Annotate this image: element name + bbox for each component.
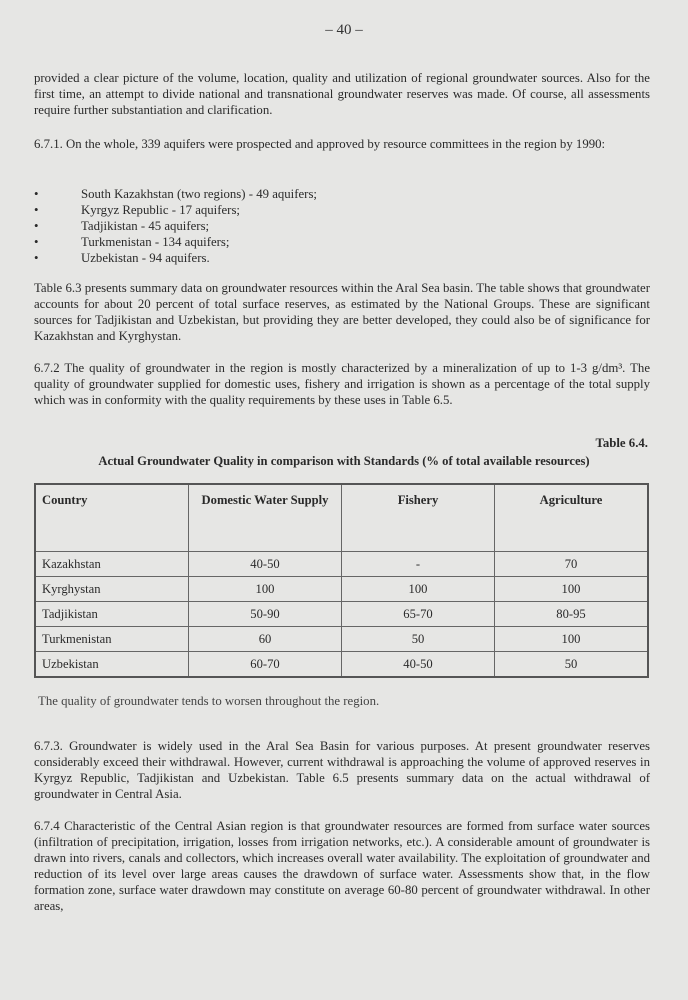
page-number: – 40 – — [325, 22, 363, 38]
cell-domestic: 60-70 — [189, 652, 342, 678]
list-item-text: Uzbekistan - 94 aquifers. — [81, 251, 210, 265]
header-domestic: Domestic Water Supply — [189, 484, 342, 552]
cell-domestic: 40-50 — [189, 552, 342, 577]
bullet: • — [34, 251, 39, 265]
groundwater-quality-table — [34, 483, 649, 678]
cell-fishery: - — [342, 552, 495, 577]
intro-text: provided a clear picture of the volume, location, quality and utilization of regional groundwater sources. Also for the first time, an attempt to divide national and transnational groundwater reserves was made. Of course, all assessments require further substantiation and clarification. — [34, 71, 650, 117]
cell-country: Uzbekistan — [35, 652, 189, 678]
table-title: Actual Groundwater Quality in comparison with Standards (% of total available resources) — [98, 454, 590, 468]
cell-agriculture: 80-95 — [495, 602, 649, 627]
cell-agriculture: 70 — [495, 552, 649, 577]
bullet: • — [34, 219, 39, 233]
after-table-note: The quality of groundwater tends to worsen throughout the region. — [38, 694, 380, 708]
aquifer-list — [34, 186, 634, 266]
section-6-7-4-text: 6.7.4 Characteristic of the Central Asian region is that groundwater resources are formed from surface water sources (infiltration of precipitation, irrigation, losses from irrigation networks, etc.). A considerable amount of groundwater is drawn into rivers, canals and collectors, which increases overall water availability. The exploitation of groundwater and reduction of its level over large areas causes the drawdown of surface water. Assessments show that, in the flow formation zone, surface water drawdown may constitute on average 60-80 percent of groundwater withdrawal. In other areas, — [34, 819, 650, 913]
section-6-7-3-text: 6.7.3. Groundwater is widely used in the Aral Sea Basin for various purposes. At present groundwater reserves considerably exceed their withdrawal. However, current withdrawal is approaching the volume of approved reserves in Kyrgyz Republic, Tadjikistan and Uzbekistan. Table 6.5 presents summary data on the actual withdrawal of groundwater in Central Asia. — [34, 739, 650, 801]
bullet: • — [34, 203, 39, 217]
list-item — [34, 218, 634, 234]
section-6-7-2-text: 6.7.2 The quality of groundwater in the region is mostly characterized by a mineralization of up to 1-3 g/dm³. The quality of groundwater supplied for domestic uses, fishery and irrigation is shown as a percentage of the total supply which was in conformity with the quality requirements by these uses in Table 6.5. — [34, 361, 650, 407]
list-item-text: Turkmenistan - 134 aquifers; — [81, 235, 230, 249]
header-agriculture: Agriculture — [495, 484, 649, 552]
table-header-row — [35, 484, 648, 552]
list-item — [34, 202, 634, 218]
section-6-7-3 — [34, 738, 650, 802]
list-item-text: Kyrgyz Republic - 17 aquifers; — [81, 203, 240, 217]
list-item — [34, 250, 634, 266]
cell-domestic: 100 — [189, 577, 342, 602]
cell-country: Tadjikistan — [35, 602, 189, 627]
list-item — [34, 234, 634, 250]
cell-country: Turkmenistan — [35, 627, 189, 652]
table-row — [35, 627, 648, 652]
list-item-text: South Kazakhstan (two regions) - 49 aquifers; — [81, 187, 317, 201]
header-fishery: Fishery — [342, 484, 495, 552]
bullet: • — [34, 187, 39, 201]
cell-fishery: 100 — [342, 577, 495, 602]
cell-agriculture: 100 — [495, 577, 649, 602]
table-row — [35, 652, 648, 678]
cell-fishery: 50 — [342, 627, 495, 652]
cell-fishery: 65-70 — [342, 602, 495, 627]
list-item-text: Tadjikistan - 45 aquifers; — [81, 219, 210, 233]
section-6-7-1 — [34, 136, 650, 152]
cell-agriculture: 100 — [495, 627, 649, 652]
cell-domestic: 50-90 — [189, 602, 342, 627]
list-item — [34, 186, 634, 202]
cell-fishery: 40-50 — [342, 652, 495, 678]
table-row — [35, 577, 648, 602]
table-row — [35, 602, 648, 627]
header-country: Country — [35, 484, 189, 552]
cell-country: Kazakhstan — [35, 552, 189, 577]
table-label: Table 6.4. — [595, 436, 648, 450]
intro-paragraph — [34, 70, 650, 118]
section-6-7-1-text: 6.7.1. On the whole, 339 aquifers were prospected and approved by resource committees in the region by 1990: — [34, 137, 606, 151]
section-6-7-4 — [34, 818, 650, 914]
cell-domestic: 60 — [189, 627, 342, 652]
table-6-3-paragraph — [34, 280, 650, 344]
table-row — [35, 552, 648, 577]
bullet: • — [34, 235, 39, 249]
cell-country: Kyrghystan — [35, 577, 189, 602]
table-6-3-text: Table 6.3 presents summary data on groundwater resources within the Aral Sea basin. The table shows that groundwater accounts for about 20 percent of total surface reserves, as estimated by the National Groups. These are significant sources for Tadjikistan and Uzbekistan, but providing they are better developed, they could also be of significance for Kazakhstan and Kyrghystan. — [34, 281, 650, 343]
section-6-7-2 — [34, 360, 650, 408]
cell-agriculture: 50 — [495, 652, 649, 678]
